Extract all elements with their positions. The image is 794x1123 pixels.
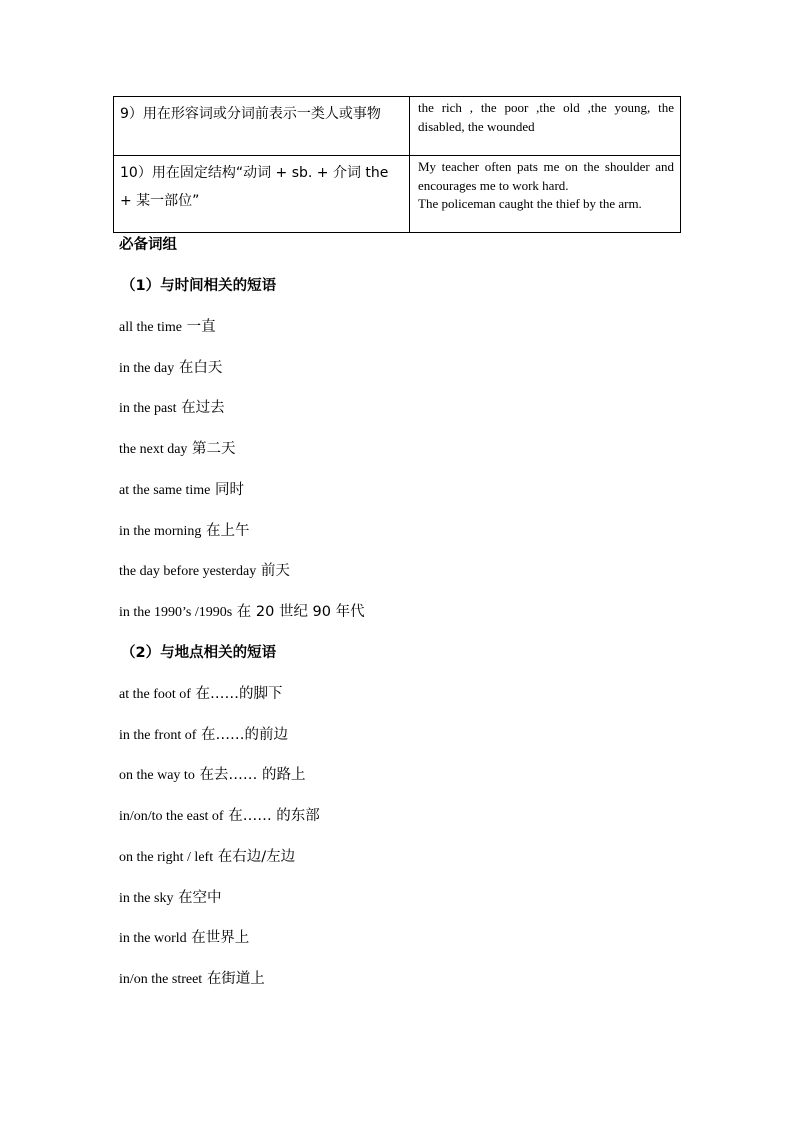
phrase-chinese: 在右边/左边: [217, 849, 296, 865]
example-cell: [410, 156, 681, 233]
phrase-chinese: 第二天: [192, 441, 236, 457]
phrase-english: at the foot of: [119, 687, 191, 702]
phrase-chinese: 一直: [186, 319, 216, 335]
list-item: [119, 763, 306, 784]
phrase-chinese: 在过去: [181, 400, 225, 416]
phrase-english: in the world: [119, 931, 187, 946]
phrase-english: the day before yesterday: [119, 564, 257, 579]
list-item: [119, 315, 216, 336]
example-text: the rich , the poor ,the old ,the young, the disabled, the wounded: [418, 100, 674, 134]
phrase-english: in the 1990’s /1990s: [119, 605, 233, 620]
phrase-english: in/on the street: [119, 972, 203, 987]
list-item: [119, 967, 265, 988]
phrase-chinese: 在白天: [178, 360, 223, 376]
example-text: My teacher often pats me on the shoulder and encourages me to work hard.: [418, 159, 674, 193]
list-item: [119, 437, 236, 458]
list-item: [119, 559, 290, 580]
phrase-english: on the way to: [119, 768, 195, 783]
phrase-english: on the right / left: [119, 850, 214, 865]
phrase-chinese: 在……的脚下: [195, 686, 283, 702]
list-item: [119, 600, 365, 621]
phrase-english: in the day: [119, 361, 175, 376]
phrase-chinese: 前天: [260, 563, 290, 579]
list-item: [119, 845, 295, 866]
phrase-chinese: 在 20 世纪 90 年代: [236, 604, 365, 620]
example-text: The policeman caught the thief by the arm.: [418, 196, 642, 211]
phrase-chinese: 在…… 的东部: [228, 808, 320, 824]
phrase-chinese: 在街道上: [206, 971, 265, 987]
list-item: [119, 682, 283, 703]
table-row: [114, 97, 681, 156]
phrase-chinese: 在世界上: [191, 930, 250, 946]
list-item: [119, 396, 225, 417]
list-item: [119, 886, 222, 907]
list-item: [119, 478, 244, 499]
phrase-english: in/on/to the east of: [119, 809, 224, 824]
list-item: [119, 926, 249, 947]
group-title-place: （2）与地点相关的短语: [121, 645, 277, 661]
list-item: [119, 804, 320, 825]
group-title-time: （1）与时间相关的短语: [121, 278, 277, 294]
phrase-english: all the time: [119, 320, 182, 335]
phrase-english: in the front of: [119, 728, 197, 743]
phrase-english: at the same time: [119, 483, 211, 498]
usage-table: [113, 96, 681, 233]
phrase-chinese: 在去…… 的路上: [199, 767, 306, 783]
usage-cell: 9）用在形容词或分词前表示一类人或事物: [114, 97, 410, 156]
phrase-english: in the past: [119, 401, 177, 416]
phrase-english: in the morning: [119, 524, 202, 539]
list-item: [119, 356, 222, 377]
phrase-chinese: 同时: [214, 482, 244, 498]
phrase-chinese: 在……的前边: [200, 727, 288, 743]
list-item: [119, 723, 288, 744]
usage-cell: 10）用在固定结构“动词 + sb. + 介词 the + 某一部位”: [114, 156, 410, 233]
table-row: [114, 156, 681, 233]
section-title: 必备词组: [119, 237, 177, 253]
phrase-english: in the sky: [119, 891, 174, 906]
list-item: [119, 519, 250, 540]
phrase-english: the next day: [119, 442, 188, 457]
example-cell: [410, 97, 681, 156]
phrase-chinese: 在空中: [178, 890, 222, 906]
phrase-chinese: 在上午: [206, 523, 250, 539]
